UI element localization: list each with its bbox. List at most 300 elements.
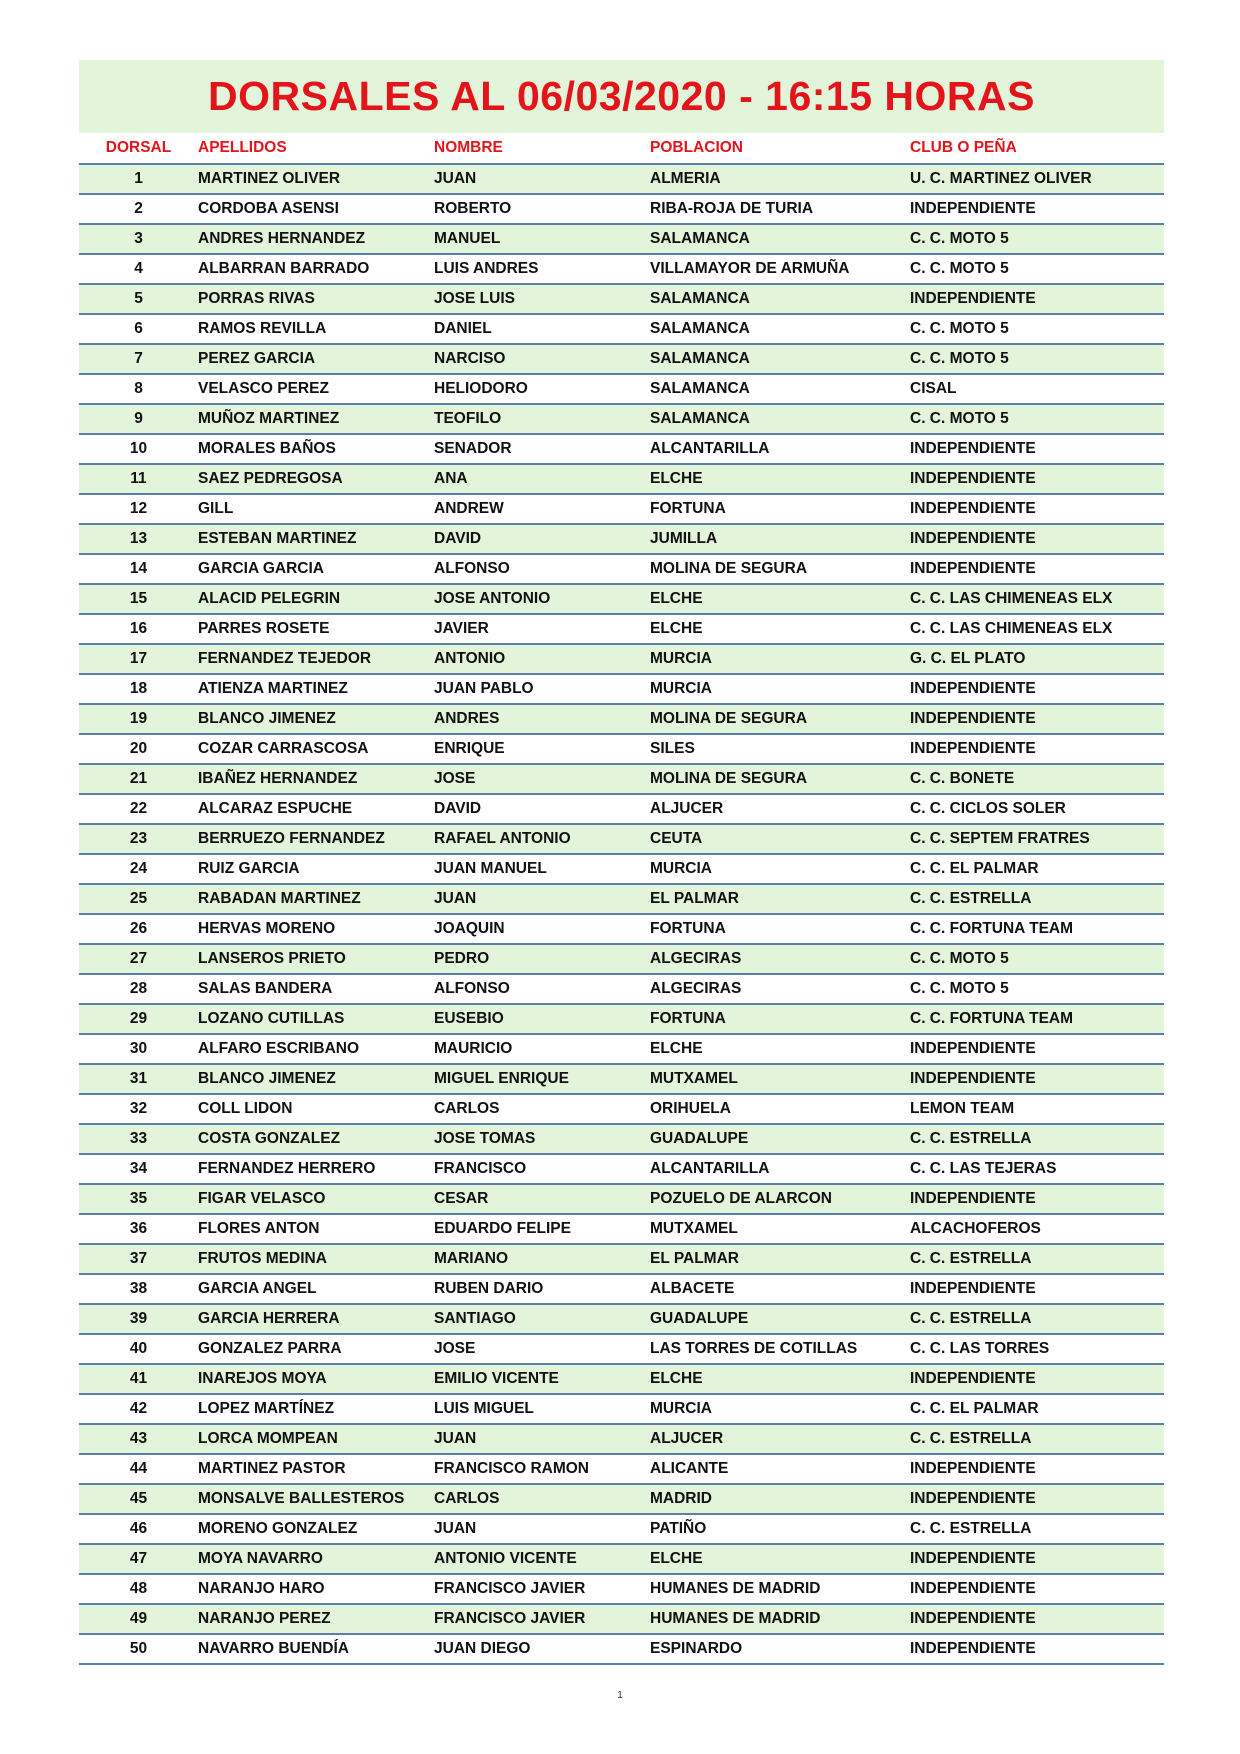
cell-dorsal: 8 — [79, 374, 198, 404]
cell-apellidos: MONSALVE BALLESTEROS — [198, 1484, 434, 1514]
cell-apellidos: ALFARO ESCRIBANO — [198, 1034, 434, 1064]
cell-dorsal: 22 — [79, 794, 198, 824]
cell-dorsal: 1 — [79, 164, 198, 194]
cell-club: INDEPENDIENTE — [910, 1544, 1164, 1574]
cell-club: C. C. EL PALMAR — [910, 854, 1164, 884]
table-row — [79, 884, 1164, 914]
page-title: DORSALES AL 06/03/2020 - 16:15 HORAS — [208, 73, 1035, 119]
cell-dorsal: 10 — [79, 434, 198, 464]
table-row — [79, 1064, 1164, 1094]
cell-club: C. C. MOTO 5 — [910, 254, 1164, 284]
cell-apellidos: COZAR CARRASCOSA — [198, 734, 434, 764]
cell-nombre: LUIS ANDRES — [434, 254, 650, 284]
cell-poblacion: MOLINA DE SEGURA — [650, 704, 910, 734]
table-row — [79, 254, 1164, 284]
table-row — [79, 344, 1164, 374]
cell-club: INDEPENDIENTE — [910, 1064, 1164, 1094]
cell-apellidos: NARANJO PEREZ — [198, 1604, 434, 1634]
table-row — [79, 974, 1164, 1004]
cell-dorsal: 36 — [79, 1214, 198, 1244]
cell-poblacion: ALICANTE — [650, 1454, 910, 1484]
cell-club: C. C. ESTRELLA — [910, 1424, 1164, 1454]
table-row — [79, 224, 1164, 254]
cell-dorsal: 28 — [79, 974, 198, 1004]
cell-dorsal: 16 — [79, 614, 198, 644]
cell-poblacion: MOLINA DE SEGURA — [650, 554, 910, 584]
table-row — [79, 674, 1164, 704]
cell-poblacion: MADRID — [650, 1484, 910, 1514]
cell-apellidos: ALBARRAN BARRADO — [198, 254, 434, 284]
cell-dorsal: 44 — [79, 1454, 198, 1484]
cell-apellidos: GARCIA HERRERA — [198, 1304, 434, 1334]
header-apellidos: APELLIDOS — [198, 133, 434, 164]
cell-nombre: SENADOR — [434, 434, 650, 464]
cell-apellidos: BERRUEZO FERNANDEZ — [198, 824, 434, 854]
cell-apellidos: MARTINEZ PASTOR — [198, 1454, 434, 1484]
cell-club: C. C. MOTO 5 — [910, 224, 1164, 254]
cell-nombre: JOSE ANTONIO — [434, 584, 650, 614]
cell-apellidos: LANSEROS PRIETO — [198, 944, 434, 974]
cell-apellidos: SALAS BANDERA — [198, 974, 434, 1004]
cell-nombre: EDUARDO FELIPE — [434, 1214, 650, 1244]
cell-dorsal: 42 — [79, 1394, 198, 1424]
cell-club: C. C. ESTRELLA — [910, 1304, 1164, 1334]
cell-nombre: JOAQUIN — [434, 914, 650, 944]
cell-poblacion: ALMERIA — [650, 164, 910, 194]
cell-club: C. C. ESTRELLA — [910, 1124, 1164, 1154]
cell-poblacion: PATIÑO — [650, 1514, 910, 1544]
cell-club: INDEPENDIENTE — [910, 524, 1164, 554]
table-row — [79, 644, 1164, 674]
cell-apellidos: VELASCO PEREZ — [198, 374, 434, 404]
cell-apellidos: ATIENZA MARTINEZ — [198, 674, 434, 704]
cell-apellidos: MORENO GONZALEZ — [198, 1514, 434, 1544]
cell-poblacion: ELCHE — [650, 584, 910, 614]
table-row — [79, 944, 1164, 974]
title-band — [79, 60, 1164, 133]
cell-poblacion: ORIHUELA — [650, 1094, 910, 1124]
cell-nombre: JUAN — [434, 1424, 650, 1454]
cell-dorsal: 25 — [79, 884, 198, 914]
cell-dorsal: 32 — [79, 1094, 198, 1124]
cell-apellidos: FRUTOS MEDINA — [198, 1244, 434, 1274]
cell-club: CISAL — [910, 374, 1164, 404]
cell-club: C. C. MOTO 5 — [910, 974, 1164, 1004]
cell-dorsal: 29 — [79, 1004, 198, 1034]
table-body — [79, 164, 1164, 1664]
table-row — [79, 1484, 1164, 1514]
cell-apellidos: ALCARAZ ESPUCHE — [198, 794, 434, 824]
cell-club: INDEPENDIENTE — [910, 1574, 1164, 1604]
table-row — [79, 404, 1164, 434]
cell-dorsal: 11 — [79, 464, 198, 494]
cell-dorsal: 19 — [79, 704, 198, 734]
cell-nombre: PEDRO — [434, 944, 650, 974]
cell-poblacion: VILLAMAYOR DE ARMUÑA — [650, 254, 910, 284]
cell-nombre: ANTONIO VICENTE — [434, 1544, 650, 1574]
cell-nombre: MIGUEL ENRIQUE — [434, 1064, 650, 1094]
cell-nombre: ENRIQUE — [434, 734, 650, 764]
cell-nombre: ALFONSO — [434, 554, 650, 584]
table-row — [79, 1304, 1164, 1334]
cell-poblacion: SALAMANCA — [650, 314, 910, 344]
cell-club: INDEPENDIENTE — [910, 704, 1164, 734]
cell-dorsal: 24 — [79, 854, 198, 884]
cell-dorsal: 5 — [79, 284, 198, 314]
cell-apellidos: LORCA MOMPEAN — [198, 1424, 434, 1454]
cell-poblacion: HUMANES DE MADRID — [650, 1604, 910, 1634]
cell-apellidos: FIGAR VELASCO — [198, 1184, 434, 1214]
cell-dorsal: 49 — [79, 1604, 198, 1634]
cell-apellidos: FLORES ANTON — [198, 1214, 434, 1244]
cell-nombre: MANUEL — [434, 224, 650, 254]
cell-apellidos: GARCIA ANGEL — [198, 1274, 434, 1304]
cell-dorsal: 40 — [79, 1334, 198, 1364]
cell-dorsal: 13 — [79, 524, 198, 554]
table-row — [79, 1604, 1164, 1634]
cell-nombre: JUAN MANUEL — [434, 854, 650, 884]
cell-poblacion: MURCIA — [650, 1394, 910, 1424]
cell-dorsal: 26 — [79, 914, 198, 944]
cell-club: INDEPENDIENTE — [910, 1364, 1164, 1394]
cell-nombre: EUSEBIO — [434, 1004, 650, 1034]
cell-poblacion: FORTUNA — [650, 1004, 910, 1034]
cell-nombre: LUIS MIGUEL — [434, 1394, 650, 1424]
cell-apellidos: MUÑOZ MARTINEZ — [198, 404, 434, 434]
cell-nombre: JOSE LUIS — [434, 284, 650, 314]
cell-apellidos: NAVARRO BUENDÍA — [198, 1634, 434, 1664]
cell-nombre: JUAN DIEGO — [434, 1634, 650, 1664]
cell-club: C. C. EL PALMAR — [910, 1394, 1164, 1424]
cell-club: INDEPENDIENTE — [910, 1274, 1164, 1304]
table-row — [79, 764, 1164, 794]
cell-poblacion: MURCIA — [650, 854, 910, 884]
table-row — [79, 284, 1164, 314]
cell-poblacion: GUADALUPE — [650, 1124, 910, 1154]
cell-poblacion: MUTXAMEL — [650, 1214, 910, 1244]
cell-dorsal: 6 — [79, 314, 198, 344]
table-row — [79, 1184, 1164, 1214]
header-poblacion: POBLACION — [650, 133, 910, 164]
cell-nombre: EMILIO VICENTE — [434, 1364, 650, 1394]
cell-dorsal: 46 — [79, 1514, 198, 1544]
cell-club: G. C. EL PLATO — [910, 644, 1164, 674]
cell-poblacion: SALAMANCA — [650, 374, 910, 404]
cell-apellidos: IBAÑEZ HERNANDEZ — [198, 764, 434, 794]
cell-nombre: FRANCISCO — [434, 1154, 650, 1184]
cell-poblacion: ALJUCER — [650, 1424, 910, 1454]
table-row — [79, 614, 1164, 644]
cell-dorsal: 34 — [79, 1154, 198, 1184]
cell-club: INDEPENDIENTE — [910, 284, 1164, 314]
cell-poblacion: MOLINA DE SEGURA — [650, 764, 910, 794]
cell-apellidos: RUIZ GARCIA — [198, 854, 434, 884]
cell-club: C. C. LAS TEJERAS — [910, 1154, 1164, 1184]
cell-club: C. C. CICLOS SOLER — [910, 794, 1164, 824]
cell-club: C. C. MOTO 5 — [910, 344, 1164, 374]
cell-dorsal: 9 — [79, 404, 198, 434]
cell-poblacion: FORTUNA — [650, 914, 910, 944]
cell-club: INDEPENDIENTE — [910, 674, 1164, 704]
cell-dorsal: 12 — [79, 494, 198, 524]
cell-nombre: JUAN — [434, 884, 650, 914]
cell-poblacion: MUTXAMEL — [650, 1064, 910, 1094]
cell-club: C. C. MOTO 5 — [910, 944, 1164, 974]
cell-poblacion: SILES — [650, 734, 910, 764]
cell-apellidos: HERVAS MORENO — [198, 914, 434, 944]
table-row — [79, 1514, 1164, 1544]
table-row — [79, 794, 1164, 824]
cell-club: U. C. MARTINEZ OLIVER — [910, 164, 1164, 194]
cell-nombre: JUAN — [434, 1514, 650, 1544]
cell-apellidos: BLANCO JIMENEZ — [198, 704, 434, 734]
cell-dorsal: 30 — [79, 1034, 198, 1064]
page-number: 1 — [617, 1690, 623, 1701]
cell-club: INDEPENDIENTE — [910, 1034, 1164, 1064]
cell-poblacion: SALAMANCA — [650, 284, 910, 314]
cell-dorsal: 47 — [79, 1544, 198, 1574]
cell-nombre: ANA — [434, 464, 650, 494]
cell-club: LEMON TEAM — [910, 1094, 1164, 1124]
cell-apellidos: LOPEZ MARTÍNEZ — [198, 1394, 434, 1424]
cell-poblacion: ALCANTARILLA — [650, 434, 910, 464]
table-row — [79, 1124, 1164, 1154]
cell-nombre: DANIEL — [434, 314, 650, 344]
cell-dorsal: 39 — [79, 1304, 198, 1334]
table-row — [79, 1274, 1164, 1304]
table-row — [79, 1574, 1164, 1604]
cell-nombre: FRANCISCO RAMON — [434, 1454, 650, 1484]
cell-dorsal: 43 — [79, 1424, 198, 1454]
cell-club: INDEPENDIENTE — [910, 1184, 1164, 1214]
table-row — [79, 374, 1164, 404]
cell-dorsal: 21 — [79, 764, 198, 794]
header-nombre: NOMBRE — [434, 133, 650, 164]
cell-apellidos: MORALES BAÑOS — [198, 434, 434, 464]
cell-nombre: CARLOS — [434, 1094, 650, 1124]
table-row — [79, 1544, 1164, 1574]
table-row — [79, 1394, 1164, 1424]
table-row — [79, 1334, 1164, 1364]
table-header-row — [79, 133, 1164, 164]
cell-apellidos: RABADAN MARTINEZ — [198, 884, 434, 914]
table-row — [79, 1634, 1164, 1664]
cell-poblacion: CEUTA — [650, 824, 910, 854]
header-club: CLUB O PEÑA — [910, 133, 1164, 164]
cell-nombre: FRANCISCO JAVIER — [434, 1574, 650, 1604]
cell-nombre: CARLOS — [434, 1484, 650, 1514]
cell-poblacion: JUMILLA — [650, 524, 910, 554]
cell-nombre: MARIANO — [434, 1244, 650, 1274]
table-row — [79, 1154, 1164, 1184]
cell-poblacion: ELCHE — [650, 614, 910, 644]
cell-apellidos: GILL — [198, 494, 434, 524]
cell-apellidos: MARTINEZ OLIVER — [198, 164, 434, 194]
cell-nombre: ALFONSO — [434, 974, 650, 1004]
cell-apellidos: CORDOBA ASENSI — [198, 194, 434, 224]
cell-dorsal: 38 — [79, 1274, 198, 1304]
table-row — [79, 914, 1164, 944]
cell-club: C. C. LAS CHIMENEAS ELX — [910, 614, 1164, 644]
cell-poblacion: LAS TORRES DE COTILLAS — [650, 1334, 910, 1364]
cell-club: C. C. LAS TORRES — [910, 1334, 1164, 1364]
cell-apellidos: COSTA GONZALEZ — [198, 1124, 434, 1154]
cell-dorsal: 2 — [79, 194, 198, 224]
cell-nombre: RUBEN DARIO — [434, 1274, 650, 1304]
cell-poblacion: MURCIA — [650, 674, 910, 704]
table-row — [79, 314, 1164, 344]
cell-nombre: JUAN — [434, 164, 650, 194]
dorsal-table — [79, 133, 1164, 1665]
table-row — [79, 494, 1164, 524]
cell-apellidos: FERNANDEZ HERRERO — [198, 1154, 434, 1184]
table-row — [79, 194, 1164, 224]
cell-nombre: JOSE — [434, 764, 650, 794]
cell-nombre: JOSE TOMAS — [434, 1124, 650, 1154]
table-row — [79, 824, 1164, 854]
cell-apellidos: FERNANDEZ TEJEDOR — [198, 644, 434, 674]
cell-nombre: MAURICIO — [434, 1034, 650, 1064]
cell-club: ALCACHOFEROS — [910, 1214, 1164, 1244]
cell-poblacion: SALAMANCA — [650, 404, 910, 434]
table-row — [79, 704, 1164, 734]
cell-nombre: ROBERTO — [434, 194, 650, 224]
cell-club: INDEPENDIENTE — [910, 434, 1164, 464]
cell-poblacion: ALJUCER — [650, 794, 910, 824]
cell-poblacion: ELCHE — [650, 464, 910, 494]
cell-nombre: JUAN PABLO — [434, 674, 650, 704]
cell-nombre: FRANCISCO JAVIER — [434, 1604, 650, 1634]
cell-poblacion: GUADALUPE — [650, 1304, 910, 1334]
registration-sheet — [79, 60, 1164, 1665]
table-row — [79, 1244, 1164, 1274]
cell-nombre: JAVIER — [434, 614, 650, 644]
cell-club: C. C. FORTUNA TEAM — [910, 914, 1164, 944]
cell-apellidos: COLL LIDON — [198, 1094, 434, 1124]
cell-apellidos: LOZANO CUTILLAS — [198, 1004, 434, 1034]
cell-poblacion: ELCHE — [650, 1034, 910, 1064]
cell-dorsal: 14 — [79, 554, 198, 584]
cell-dorsal: 4 — [79, 254, 198, 284]
cell-apellidos: ANDRES HERNANDEZ — [198, 224, 434, 254]
cell-nombre: HELIODORO — [434, 374, 650, 404]
cell-poblacion: RIBA-ROJA DE TURIA — [650, 194, 910, 224]
table-row — [79, 1454, 1164, 1484]
cell-poblacion: ALCANTARILLA — [650, 1154, 910, 1184]
cell-dorsal: 3 — [79, 224, 198, 254]
cell-club: INDEPENDIENTE — [910, 734, 1164, 764]
cell-club: INDEPENDIENTE — [910, 554, 1164, 584]
cell-nombre: ANDREW — [434, 494, 650, 524]
cell-club: C. C. MOTO 5 — [910, 314, 1164, 344]
cell-poblacion: SALAMANCA — [650, 224, 910, 254]
cell-dorsal: 41 — [79, 1364, 198, 1394]
cell-dorsal: 27 — [79, 944, 198, 974]
cell-apellidos: ESTEBAN MARTINEZ — [198, 524, 434, 554]
cell-apellidos: MOYA NAVARRO — [198, 1544, 434, 1574]
cell-nombre: NARCISO — [434, 344, 650, 374]
cell-club: INDEPENDIENTE — [910, 1634, 1164, 1664]
table-row — [79, 164, 1164, 194]
cell-poblacion: POZUELO DE ALARCON — [650, 1184, 910, 1214]
cell-dorsal: 50 — [79, 1634, 198, 1664]
cell-poblacion: SALAMANCA — [650, 344, 910, 374]
cell-apellidos: NARANJO HARO — [198, 1574, 434, 1604]
cell-nombre: JOSE — [434, 1334, 650, 1364]
cell-club: C. C. ESTRELLA — [910, 1244, 1164, 1274]
cell-dorsal: 15 — [79, 584, 198, 614]
cell-nombre: TEOFILO — [434, 404, 650, 434]
cell-apellidos: INAREJOS MOYA — [198, 1364, 434, 1394]
cell-poblacion: ALGECIRAS — [650, 974, 910, 1004]
cell-dorsal: 18 — [79, 674, 198, 704]
cell-nombre: SANTIAGO — [434, 1304, 650, 1334]
table-row — [79, 1004, 1164, 1034]
cell-dorsal: 35 — [79, 1184, 198, 1214]
table-row — [79, 434, 1164, 464]
table-row — [79, 1364, 1164, 1394]
cell-nombre: DAVID — [434, 794, 650, 824]
cell-dorsal: 17 — [79, 644, 198, 674]
table-row — [79, 464, 1164, 494]
table-row — [79, 854, 1164, 884]
cell-club: C. C. MOTO 5 — [910, 404, 1164, 434]
cell-dorsal: 31 — [79, 1064, 198, 1094]
cell-apellidos: SAEZ PEDREGOSA — [198, 464, 434, 494]
cell-dorsal: 20 — [79, 734, 198, 764]
table-row — [79, 524, 1164, 554]
cell-nombre: RAFAEL ANTONIO — [434, 824, 650, 854]
cell-apellidos: BLANCO JIMENEZ — [198, 1064, 434, 1094]
table-row — [79, 1424, 1164, 1454]
cell-club: INDEPENDIENTE — [910, 464, 1164, 494]
cell-apellidos: GONZALEZ PARRA — [198, 1334, 434, 1364]
cell-club: C. C. ESTRELLA — [910, 1514, 1164, 1544]
cell-dorsal: 7 — [79, 344, 198, 374]
cell-nombre: ANDRES — [434, 704, 650, 734]
cell-apellidos: PORRAS RIVAS — [198, 284, 434, 314]
cell-apellidos: RAMOS REVILLA — [198, 314, 434, 344]
cell-dorsal: 48 — [79, 1574, 198, 1604]
cell-nombre: CESAR — [434, 1184, 650, 1214]
cell-club: INDEPENDIENTE — [910, 1604, 1164, 1634]
cell-poblacion: FORTUNA — [650, 494, 910, 524]
cell-apellidos: PARRES ROSETE — [198, 614, 434, 644]
cell-apellidos: GARCIA GARCIA — [198, 554, 434, 584]
cell-poblacion: MURCIA — [650, 644, 910, 674]
cell-poblacion: EL PALMAR — [650, 884, 910, 914]
cell-dorsal: 45 — [79, 1484, 198, 1514]
cell-apellidos: ALACID PELEGRIN — [198, 584, 434, 614]
cell-club: INDEPENDIENTE — [910, 1484, 1164, 1514]
table-row — [79, 1214, 1164, 1244]
cell-poblacion: HUMANES DE MADRID — [650, 1574, 910, 1604]
cell-poblacion: ESPINARDO — [650, 1634, 910, 1664]
cell-poblacion: ELCHE — [650, 1544, 910, 1574]
cell-dorsal: 33 — [79, 1124, 198, 1154]
cell-club: C. C. LAS CHIMENEAS ELX — [910, 584, 1164, 614]
table-row — [79, 1094, 1164, 1124]
table-row — [79, 584, 1164, 614]
cell-club: C. C. FORTUNA TEAM — [910, 1004, 1164, 1034]
cell-poblacion: ELCHE — [650, 1364, 910, 1394]
cell-club: INDEPENDIENTE — [910, 194, 1164, 224]
cell-apellidos: PEREZ GARCIA — [198, 344, 434, 374]
cell-club: C. C. SEPTEM FRATRES — [910, 824, 1164, 854]
header-dorsal: DORSAL — [79, 133, 198, 164]
cell-club: INDEPENDIENTE — [910, 1454, 1164, 1484]
cell-poblacion: ALBACETE — [650, 1274, 910, 1304]
